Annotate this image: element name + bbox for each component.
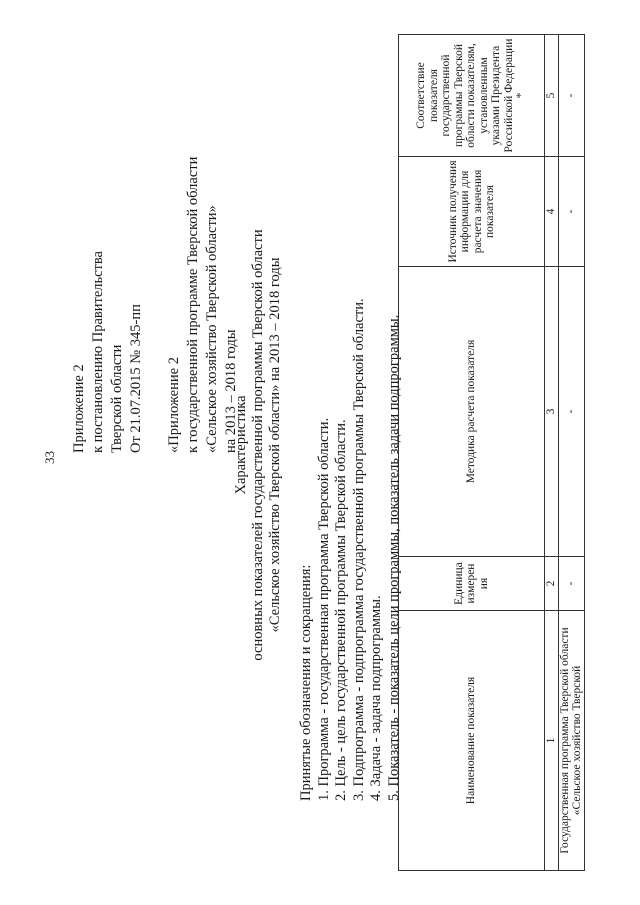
appendix-line: Приложение 2 xyxy=(71,364,87,453)
row-unit: - xyxy=(558,557,584,611)
page-number: 33 xyxy=(42,451,57,464)
header-compliance: Соответствие показателя государственной программы Тверской области показателям, установленным указами Президента Российской Федерации * xyxy=(399,35,545,157)
abbreviations-list xyxy=(298,298,403,801)
column-number: 2 xyxy=(545,557,559,611)
table-header-row xyxy=(399,35,545,871)
appendix-program-line: к государственной программе Тверской области xyxy=(185,156,201,453)
abbreviation-item: 3. Подпрограмма - подпрограмма государственной программы Тверской области. xyxy=(350,298,367,801)
abbreviation-item: 5. Показатель - показатель цели программы, показатель задачи подпрограммы. xyxy=(385,314,402,801)
header-method: Методика расчета показателя xyxy=(399,267,545,557)
column-number-row xyxy=(545,35,559,871)
appendix-program-line: на 2013 – 2018 годы xyxy=(223,329,239,453)
title-line: «Сельское хозяйство Тверской области» на 2013 – 2018 годы xyxy=(267,257,283,633)
abbreviation-item: 2. Цель - цель государственной программы Тверской области. xyxy=(333,419,349,801)
abbreviation-item: 4. Задача - задача подпрограммы. xyxy=(368,595,384,801)
row-source: - xyxy=(558,157,584,267)
appendix-program-line: «Приложение 2 xyxy=(166,357,182,453)
column-number: 1 xyxy=(545,611,559,871)
appendix-program-line: «Сельское хозяйство Тверской области» xyxy=(204,205,220,453)
indicators-table xyxy=(398,34,585,871)
row-indicator-name: Государственная программа Тверской области «Сельское хозяйство Тверской xyxy=(558,611,584,871)
table-row xyxy=(558,35,584,871)
header-unit: Единица измерен ия xyxy=(399,557,545,611)
appendix-line: Тверской области xyxy=(109,344,125,453)
header-source: Источник получения информации для расчета значения показателя xyxy=(399,157,545,267)
row-method: - xyxy=(558,267,584,557)
document-title xyxy=(233,175,284,715)
title-line: основных показателей государственной программы Тверской области xyxy=(250,229,266,661)
column-number: 3 xyxy=(545,267,559,557)
abbreviation-item: 1. Программа - государственная программа Тверской области. xyxy=(315,417,332,801)
appendix-header xyxy=(70,251,146,453)
row-compliance: - xyxy=(558,35,584,157)
column-number: 4 xyxy=(545,157,559,267)
appendix-line: к постановлению Правительства xyxy=(90,251,106,453)
abbreviations-title: Принятые обозначения и сокращения: xyxy=(298,564,314,801)
header-indicator-name: Наименование показателя xyxy=(399,611,545,871)
title-line: Характеристика xyxy=(233,395,249,495)
appendix-program-block xyxy=(165,157,241,453)
column-number: 5 xyxy=(545,35,559,157)
appendix-line: От 21.07.2015 № 345-пп xyxy=(128,304,144,453)
